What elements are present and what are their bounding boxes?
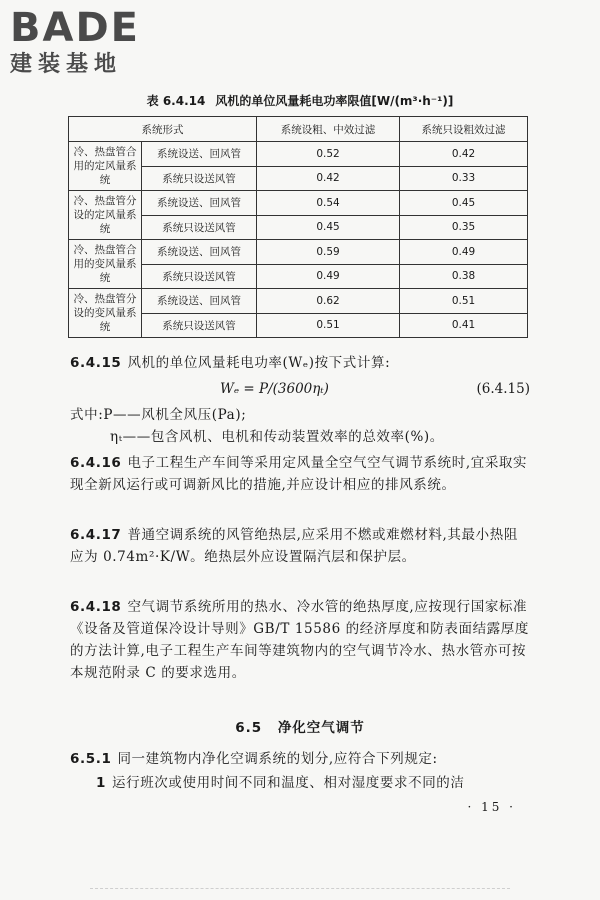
item-number: 1 (96, 775, 106, 791)
clause-6-4-18 (70, 596, 530, 684)
mode-cell: 系统只设送风管 (142, 313, 257, 338)
formula-legend (70, 404, 530, 448)
section-number: 6.5 (235, 720, 263, 736)
clause-6-4-16 (70, 452, 530, 496)
clause-text: 普通空调系统的风管绝热层,应采用不燃或难燃材料,其最小热阻应为 0.74m²·K/W。绝热层外应设置隔汽层和保护层。 (70, 527, 518, 565)
mode-cell: 系统设送、回风管 (142, 289, 257, 314)
value-cell: 0.51 (257, 313, 400, 338)
value-cell: 0.33 (400, 166, 528, 191)
value-cell: 0.49 (400, 240, 528, 265)
clause-text: 风机的单位风量耗电功率(Wₑ)按下式计算: (127, 355, 391, 371)
table-caption (0, 92, 600, 109)
table-row (69, 240, 528, 265)
legend-p: 式中:P——风机全风压(Pa); (70, 407, 247, 423)
table-row (69, 191, 528, 216)
clause-6-4-17 (70, 524, 530, 568)
mode-cell: 系统只设送风管 (142, 264, 257, 289)
value-cell: 0.35 (400, 215, 528, 240)
value-cell: 0.45 (257, 215, 400, 240)
section-heading (0, 716, 600, 736)
value-cell: 0.52 (257, 142, 400, 167)
value-cell: 0.59 (257, 240, 400, 265)
clause-number: 6.5.1 (70, 751, 112, 767)
table-number: 表 6.4.14 (146, 94, 206, 108)
clause-text: 空气调节系统所用的热水、冷水管的绝热厚度,应按现行国家标准《设备及管道保冷设计导则》GB/T 15586 的经济厚度和防表面结露厚度的方法计算,电子工程生产车间等建筑物内的空气调节冷水、热水管亦可按本规范附录 C 的要求选用。 (70, 599, 529, 681)
fan-power-limit-table (68, 116, 528, 338)
header-coarse-only: 系统只设粗效过滤 (400, 117, 528, 142)
mode-cell: 系统设送、回风管 (142, 191, 257, 216)
value-cell: 0.38 (400, 264, 528, 289)
mode-cell: 系统只设送风管 (142, 166, 257, 191)
group-cell: 冷、热盘管合用的变风量系统 (69, 240, 142, 289)
formula-expression: Wₑ = P/(3600ηₜ) (220, 381, 329, 397)
table-title: 风机的单位风量耗电功率限值[W/(m³·h⁻¹)] (215, 94, 454, 108)
value-cell: 0.62 (257, 289, 400, 314)
table-row (69, 142, 528, 167)
clause-number: 6.4.17 (70, 527, 122, 543)
page-number: · 15 · (467, 800, 516, 814)
list-item-1 (70, 772, 530, 794)
item-text: 运行班次或使用时间不同和温度、相对湿度要求不同的洁 (112, 775, 465, 791)
logo-subtitle: 建装基地 (10, 52, 123, 77)
group-cell: 冷、热盘管合用的定风量系统 (69, 142, 142, 191)
mode-cell: 系统只设送风管 (142, 215, 257, 240)
group-cell: 冷、热盘管分设的定风量系统 (69, 191, 142, 240)
logo-wordmark: BADE (10, 5, 140, 51)
value-cell: 0.41 (400, 313, 528, 338)
clause-number: 6.4.15 (70, 355, 122, 371)
mode-cell: 系统设送、回风管 (142, 240, 257, 265)
value-cell: 0.42 (257, 166, 400, 191)
clause-6-4-15 (70, 352, 530, 374)
formula-number: (6.4.15) (476, 381, 530, 397)
divider (90, 888, 510, 889)
table-row (69, 289, 528, 314)
value-cell: 0.45 (400, 191, 528, 216)
clause-text: 同一建筑物内净化空调系统的划分,应符合下列规定: (117, 751, 438, 767)
publisher-logo (10, 6, 140, 78)
section-title: 净化空气调节 (277, 720, 365, 736)
header-system-type: 系统形式 (69, 117, 257, 142)
header-coarse-medium: 系统设粗、中效过滤 (257, 117, 400, 142)
group-cell: 冷、热盘管分设的变风量系统 (69, 289, 142, 338)
clause-number: 6.4.18 (70, 599, 122, 615)
value-cell: 0.54 (257, 191, 400, 216)
clause-number: 6.4.16 (70, 455, 122, 471)
clause-text: 电子工程生产车间等采用定风量全空气空气调节系统时,宜采取实现全新风运行或可调新风比的措施,并应设计相应的排风系统。 (70, 455, 528, 493)
mode-cell: 系统设送、回风管 (142, 142, 257, 167)
value-cell: 0.42 (400, 142, 528, 167)
legend-eta: ηₜ——包含风机、电机和传动装置效率的总效率(%)。 (110, 429, 444, 445)
clause-6-5-1 (70, 748, 530, 770)
value-cell: 0.49 (257, 264, 400, 289)
value-cell: 0.51 (400, 289, 528, 314)
